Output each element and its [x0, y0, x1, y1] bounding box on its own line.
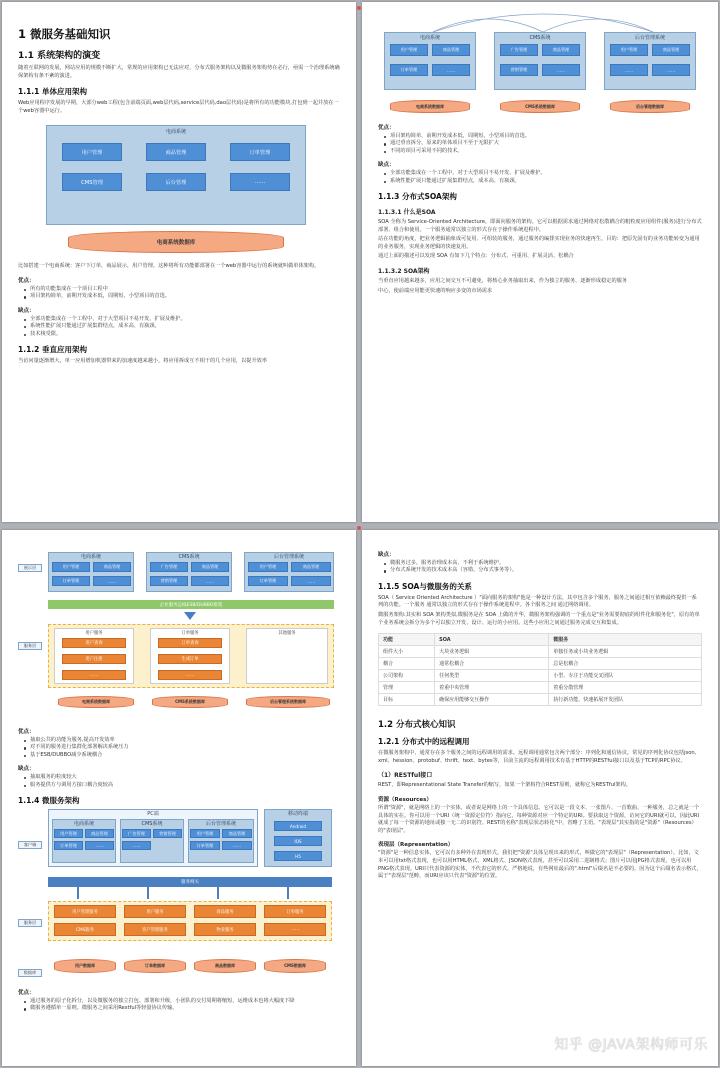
module-box: ……	[85, 841, 114, 850]
paragraph: 中心，使前端应用能更快速的响应多变的市场需求	[378, 287, 493, 294]
module-box: 商品管理	[222, 829, 252, 838]
table-cell: 单独任务或小块业务逻辑	[549, 646, 702, 658]
database-cylinder: CMS系统数据库	[500, 100, 580, 113]
service-item: 订单服务	[264, 905, 326, 918]
page-marker-dot	[357, 6, 361, 10]
sub-subsection-title: 1.1.3.1 什么是SOA	[378, 209, 436, 217]
paragraph: 通过上面的描述可以发现 SOA 有如下几个特点：分布式、可重用、扩展灵活、松耦合	[378, 253, 574, 260]
paragraph: 比如搭建一个电商系统：客户下订单，商品展示，用户管理。这种将所有功能都部署在一个web容器中运行的系统就叫做单体架构。	[18, 263, 320, 270]
service-item: ……	[62, 670, 126, 680]
system-box	[384, 32, 476, 90]
layer-label: 展示层	[18, 564, 42, 572]
service-item: 商品服务	[194, 905, 256, 918]
paragraph: "资源"是一种信息实体，它可以有多种外在表现形式。我们把"资源"具体呈现出来的形式，叫做它的"表现层"（Representation）。比如，文本可以用txt格式表现，也可以用HTML格式、XML格式、JSON格式表现，甚至可以采用二进制格式；图片可以用JPG格式表现，也可以用PNG格式表现。URI只代表资源的实体，不代表它的形式。严格地说，有些网址最后的".html"后缀名是不必要的，因为这个后缀名表示格式，属于"表现层"范畴，而URI应该只代表"资源"的位置。	[378, 850, 702, 880]
service-item: ……	[264, 923, 326, 936]
database-cylinder: CMS数据库	[264, 959, 326, 973]
service-title: 其他服务	[278, 631, 296, 636]
table-cell: 着重分散管理	[549, 682, 702, 694]
advantages-label: 优点：	[18, 729, 35, 735]
list-item: 通过垂直拆分，原来的单体项目不至于无限扩大	[384, 140, 702, 147]
document-page-4	[362, 530, 718, 1066]
service-item: 用户查询	[62, 638, 126, 648]
paragraph: 当访问量逐渐增大，单一应用增加机器带来的加速度越来越小，将应用拆成互不相干的几个应用，以提升效率	[18, 358, 268, 364]
system-title: CMS系统	[178, 554, 200, 560]
list-item: 全部功能集成在一个工程中，对于大型项目不易开发、扩展及维护。	[384, 170, 702, 177]
system-title: 后台管理系统	[273, 554, 304, 560]
table-row	[379, 658, 702, 670]
module-box: 订单管理	[54, 841, 83, 850]
layer-label: 客户端	[18, 841, 42, 849]
subsection-title: 1.1.2 垂直应用架构	[18, 345, 87, 354]
module-box: 用户管理	[390, 44, 428, 56]
system-box	[244, 552, 334, 592]
list-item: 系统性能扩展只能通过扩展集群结点，成本高、有瓶颈。	[24, 323, 340, 330]
disadvantages-label: 缺点：	[378, 552, 395, 558]
system-box	[604, 32, 696, 90]
module-box: 广告管理	[122, 829, 151, 838]
document-page-2	[362, 2, 718, 522]
disadvantages-label: 缺点：	[18, 766, 35, 773]
system-box	[494, 32, 586, 90]
watermark: 知乎 @JAVA架构师可乐	[554, 1037, 708, 1053]
module-box: 用户管理	[62, 143, 122, 161]
module-box: ……	[93, 576, 131, 586]
module-box: ……	[432, 64, 470, 76]
service-item: 生成订单	[158, 654, 222, 664]
table-cell: 执行新功能、快速拓展开发团队	[549, 694, 702, 706]
table-row	[379, 682, 702, 694]
table-cell: 耦合	[379, 658, 435, 670]
table-header: SOA	[435, 634, 549, 646]
document-page-1	[2, 2, 356, 522]
microservice-diagram	[18, 809, 340, 983]
list-item: 抽取公共的功能为服务,提高开发效率	[24, 737, 340, 744]
paragraph: 微服务架构:其实和 SOA 架构类似,微服务是在 SOA 上做的升华，微服务架构强调的一个重点是"业务需要彻底的组件化和服务化"，原有的单个业务系统会拆分为多个可以独立开发、设计、运行的小应用。这些小应用之间通过服务完成交互和集成。	[378, 612, 700, 626]
module-box: 商品管理	[652, 44, 690, 56]
module-box: 用户管理	[248, 562, 288, 572]
subsection-title: 1.1.4 微服务架构	[18, 796, 80, 806]
system-title: 电商系统	[419, 35, 440, 41]
layer-label: 服务层	[18, 642, 42, 650]
table-cell: 确保应用能够交互操作	[435, 694, 549, 706]
vertical-architecture-diagram	[378, 10, 702, 118]
database-cylinder: 电商系统数据库	[390, 100, 470, 113]
disadvantages-list	[24, 316, 340, 338]
service-group	[246, 628, 328, 684]
database-cylinder: 订单数据库	[124, 959, 186, 973]
pc-title: PC端	[147, 811, 159, 818]
table-cell: 公司架构	[379, 670, 435, 682]
paragraph: 在微服务架构中，通常存在多个服务之间的远程调用的需求。远程调用通常包含两个部分：序列化和通信协议。常见的序列化协议包括json、xml、hession、protobuf、thrift、text、bytes等，目前主流的远程调用技术有基于HTTP的RESTful接口以及基于TCP的RPC协议。	[378, 750, 700, 764]
table-header: 功能	[379, 634, 435, 646]
module-box: ……	[542, 64, 580, 76]
module-box: 订单管理	[248, 576, 288, 586]
module-box: CMS管理	[62, 173, 122, 191]
system-title: 电商系统	[73, 821, 94, 828]
list-item: 项目架构简单，前期开发成本低，周期短，小型项目的首选。	[24, 293, 340, 300]
advantages-label: 优点：	[378, 125, 395, 131]
module-box: 订单管理	[190, 841, 220, 850]
service-title: 用户服务	[85, 631, 103, 636]
module-box: 商品管理	[85, 829, 114, 838]
module-box: 用户管理	[54, 829, 83, 838]
module-box: ……	[230, 173, 290, 191]
module-box: 商品管理	[542, 44, 580, 56]
gateway-arrows	[48, 887, 332, 901]
paragraph: 当垂直应用越来越多，应用之间交互不可避免，将核心业务抽取出来，作为独立的服务，逐渐形成稳定的服务	[378, 278, 628, 284]
service-title: 订单服务	[181, 631, 199, 636]
table-row	[379, 670, 702, 682]
disadvantages-list	[384, 560, 702, 575]
table-header-row	[379, 634, 702, 646]
advantages-label: 优点：	[18, 277, 35, 284]
module-box: 后台管理	[146, 173, 206, 191]
list-item: 服务提供方与调用方接口耦合度较高	[24, 782, 340, 789]
term-label: 表现层（Representation）	[378, 842, 454, 849]
table-cell: 总是松耦合	[549, 658, 702, 670]
system-title: 电商系统	[80, 554, 101, 560]
database-cylinder: 电商系统数据库	[58, 696, 134, 708]
table-row	[379, 694, 702, 706]
system-title: 后台管理系统	[205, 821, 236, 828]
system-box	[146, 552, 232, 592]
module-box: 用户管理	[610, 44, 648, 56]
advantages-list	[24, 737, 340, 759]
database-cylinder: 电商系统数据库	[68, 231, 284, 253]
disadvantages-list	[24, 774, 340, 789]
module-box: 订单管理	[230, 143, 290, 161]
system-title: 后台管理系统	[634, 35, 665, 41]
mobile-title: 移动终端	[287, 811, 308, 818]
paragraph: 所谓"资源"，就是网络上的一个实体，或者说是网络上的一个具体信息。它可以是一段文本、一张图片、一首歌曲、一种服务，总之就是一个具体的实在。你可以用一个URI（统一资源定位符）指向它，每种资源对应一个特定的URI。要获取这个资源，访问它的URI就可以，因此URI就成了每一个资源的地址或独一无二的识别符。REST的名称"表现层状态转化"中，省略了主语。"表现层"其实指的是"资源"（Resources）的"表现层"。	[378, 804, 700, 834]
table-cell: 任何类型	[435, 670, 549, 682]
list-item: 对不同的服务进行集群化部署解决系统压力	[24, 744, 340, 751]
module-box: 营销管理	[153, 829, 182, 838]
database-cylinder: CMS系统数据库	[152, 696, 228, 708]
soa-diagram	[18, 544, 340, 722]
module-box: 商品管理	[93, 562, 131, 572]
system-title: 电商系统	[165, 129, 186, 136]
module-box: ……	[610, 64, 648, 76]
layer-label: 服务层	[18, 919, 42, 927]
advantages-list	[24, 286, 340, 301]
subsection-title: 1.2.1 分布式中的远程调用	[378, 737, 470, 747]
gateway-band: 服务网关	[48, 877, 332, 887]
section-title: 1.2 分布式核心知识	[378, 720, 456, 731]
module-box: Android	[274, 821, 322, 831]
service-item: 物业服务	[194, 923, 256, 936]
document-page-3	[2, 530, 356, 1066]
paragraph: REST，即Representational State Transfer的缩写，如果一个架构符合REST原则，就称它为RESTful架构。	[378, 782, 631, 789]
page-marker-dot	[357, 526, 361, 530]
section-title: 1.1 系统架构的演变	[18, 51, 101, 61]
table-cell: 目标	[379, 694, 435, 706]
system-box	[48, 552, 134, 592]
list-item: 基于ESB/DUBBO减少系统耦合	[24, 752, 340, 759]
table-cell: 通常松耦合	[435, 658, 549, 670]
paragraph: 站在功能的角度，把业务逻辑抽象成可复用、可组装的服务，通过服务的编排实现业务的快速再生，目的：把原先固有的业务功能转变为通用的业务服务，实现业务逻辑的快速复用。	[378, 236, 700, 250]
esb-bus: 企业服务总线ESB/DUBBO框架	[48, 600, 334, 609]
module-box: H5	[274, 851, 322, 861]
module-box: 用户管理	[52, 562, 90, 572]
list-item: 分布式系统开发的技术成本高（容错、分布式事务等）。	[384, 567, 702, 574]
arrow-down-icon	[184, 612, 196, 620]
table-cell: 管理	[379, 682, 435, 694]
table-row	[379, 646, 702, 658]
database-cylinder: 用户数据库	[54, 959, 116, 973]
list-item: 微服务过多，服务治理成本高，不利于系统维护。	[384, 560, 702, 567]
module-box: 广告管理	[150, 562, 188, 572]
module-box: 用户管理	[190, 829, 220, 838]
module-box: ……	[122, 841, 151, 850]
module-box: 营销管理	[500, 64, 538, 76]
comparison-table	[378, 633, 702, 706]
list-item: 全部功能集成在一个工程中，对于大型项目不易开发、扩展及维护。	[24, 316, 340, 323]
table-header: 微服务	[549, 634, 702, 646]
subsection-title: 1.1.1 单体应用架构	[18, 87, 87, 97]
table-cell: 组件大小	[379, 646, 435, 658]
list-item: 项目架构简单，前期开发成本低，周期短，小型项目的首选。	[384, 133, 702, 140]
module-box: 商品管理	[432, 44, 470, 56]
monolith-diagram	[18, 119, 340, 259]
advantages-list	[384, 133, 702, 155]
database-cylinder: 后台管理系统数据库	[246, 696, 330, 708]
paragraph: SOA（ Service Oriented Architecture ）"面向服务的架构"他是一种设计方法，其中包含多个服务，服务之间通过相互依赖最终提供一系列的功能。一个服务 通常以独立的形式存在于操作系统进程中。各个服务之间 通过网络调用。	[378, 594, 697, 609]
disadvantages-list	[384, 170, 702, 185]
paragraph: SOA 全称为 Service-Oriented Architecture，即面向服务的架构。它可以根据需求通过网络对松散耦合的粗粒度应用组件(服务)进行分布式部署、组合和使用。一个服务通常以独立的形式存在于操作系统进程中。	[378, 219, 702, 233]
subsection-title: 1.1.5 SOA与微服务的关系	[378, 581, 472, 591]
module-box: 商品管理	[291, 562, 331, 572]
service-item: 用户服务	[124, 905, 186, 918]
list-item: 通过服务的原子化拆分，以及微服务的独立打包、部署和升级，小团队的交付周期将缩短，运维成本也将大幅度下降	[24, 998, 340, 1005]
service-item: 用户注册	[62, 654, 126, 664]
system-title: CMS系统	[141, 821, 163, 828]
disadvantages-label: 缺点：	[378, 162, 395, 169]
database-cylinder: 后台管理数据库	[610, 100, 690, 113]
chapter-title: 1 微服务基础知识	[18, 27, 111, 41]
layer-label: 数据库	[18, 969, 42, 977]
list-item: 抽取服务的粒度较大	[24, 774, 340, 781]
module-box: IOS	[274, 836, 322, 846]
module-box: ……	[291, 576, 331, 586]
service-item: CMS服务	[54, 923, 116, 936]
service-item: ……	[158, 670, 222, 680]
database-cylinder: 商品数据库	[194, 959, 256, 973]
sub-subsection-title: （1）RESTful接口	[378, 772, 433, 780]
module-box: ……	[652, 64, 690, 76]
module-box: ……	[191, 576, 229, 586]
advantages-label: 优点：	[18, 990, 35, 997]
list-item: 所有的功能集成在一个项目工程中	[24, 286, 340, 293]
disadvantages-label: 缺点：	[18, 307, 35, 314]
service-item: 订单查询	[158, 638, 222, 648]
table-cell: 着重中央管理	[435, 682, 549, 694]
paragraph: Web应用程序发展的早期，大部分web工程(包含前端页面,web层代码,service层代码,dao层代码)是将所有的功能模块,打包到一起并放在一个web容器中运行。	[18, 100, 339, 114]
list-item: 不同的项目可采用不同的技术。	[384, 148, 702, 155]
table-cell: 小型、专注于功能交叉团队	[549, 670, 702, 682]
term-label: 资源（Resources）	[378, 796, 432, 803]
service-item: 用户管理服务	[54, 905, 116, 918]
module-box: 营销管理	[150, 576, 188, 586]
sub-subsection-title: 1.1.3.2 SOA架构	[378, 268, 430, 275]
module-box: 商品管理	[146, 143, 206, 161]
module-box: ……	[222, 841, 252, 850]
list-item: 系统性能扩展只能通过扩展集群结点，成本高、有瓶颈。	[384, 178, 702, 185]
advantages-list	[24, 998, 340, 1013]
table-cell: 大块业务逻辑	[435, 646, 549, 658]
subsection-title: 1.1.3 分布式SOA架构	[378, 192, 457, 202]
module-box: 广告管理	[500, 44, 538, 56]
list-item: 微服务遵循单一原则。微服务之间采用Restful等轻量协议传输。	[24, 1005, 340, 1012]
module-box: 商品管理	[191, 562, 229, 572]
list-item: 技术栈受限。	[24, 331, 340, 338]
intro-paragraph: 随着互联网的发展，网站应用的规模不断扩大，常规的应用架构已无法应对，分布式服务架构以及微服务架构势在必行，亟需一个治理系统确保架构有条不紊的演进。	[18, 65, 340, 79]
module-box: 订单管理	[52, 576, 90, 586]
system-title: CMS系统	[529, 35, 551, 41]
service-item: 客户管理服务	[124, 923, 186, 936]
module-box: 订单管理	[390, 64, 428, 76]
